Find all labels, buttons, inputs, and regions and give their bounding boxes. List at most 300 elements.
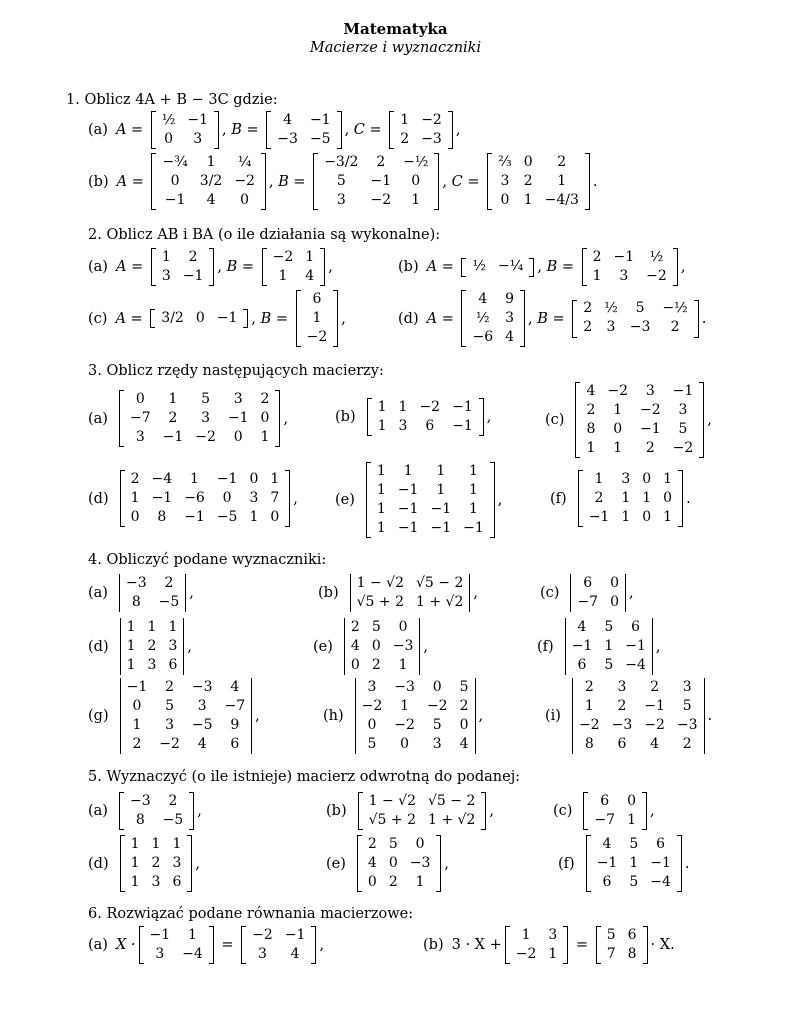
matrix-cell: 8	[157, 508, 167, 525]
matrix-cell: 2	[594, 489, 604, 506]
matrix-cell: −2	[644, 716, 665, 733]
matrix-row	[566, 618, 652, 637]
matrix-cell: 6	[425, 417, 435, 434]
matrix-cell: 2	[584, 678, 594, 695]
problem-3-heading: 3. Oblicz rzędy następujących macierzy:	[88, 363, 384, 379]
matrix-row	[363, 811, 482, 830]
item-label: (a)	[88, 937, 108, 953]
matrix-cell: 2	[165, 678, 175, 695]
matrix-cell: 2	[592, 248, 602, 265]
matrix-2d-A	[461, 290, 525, 347]
matrix-row	[156, 191, 260, 210]
matrix-3e	[366, 462, 495, 538]
matrix-row	[356, 716, 475, 735]
matrix-cell: −1	[640, 420, 661, 437]
matrix-cell: −1	[644, 697, 665, 714]
matrix-row	[583, 470, 678, 489]
matrix-cell: 1	[376, 519, 386, 536]
item-label: (h)	[323, 708, 344, 724]
matrix-cell: 3	[505, 309, 515, 326]
item-label: (c)	[88, 310, 108, 327]
item-label: (a)	[88, 585, 108, 601]
matrix-row	[125, 873, 188, 892]
matrix-cell: −5	[158, 593, 180, 610]
matrix-cell: 0	[400, 735, 410, 752]
matrix-right-bracket	[529, 258, 534, 277]
matrix-row	[121, 656, 184, 675]
matrix-cell: 1	[613, 439, 623, 456]
matrix-row	[356, 697, 475, 716]
item-label: (e)	[335, 492, 355, 508]
problem-6a: (a) X · −1 1 3 −4 = −2 −1 3 4 ,	[88, 926, 324, 964]
matrix-right-bracket	[694, 300, 699, 338]
matrix-cell: 5	[336, 172, 346, 189]
matrix-cell: 0	[222, 489, 232, 506]
matrix-cell: −5	[216, 508, 238, 525]
matrix-row	[363, 792, 482, 811]
matrix-row	[492, 191, 585, 210]
matrix-row	[271, 130, 336, 149]
matrix-cell: 2	[650, 678, 660, 695]
matrix-row	[301, 328, 334, 347]
matrix-row	[510, 945, 564, 964]
matrix-cell: −1	[284, 926, 306, 943]
matrix-row	[591, 835, 677, 854]
matrix-cell: 0	[170, 172, 180, 189]
matrix-cell: 3/2	[199, 172, 223, 189]
matrix-cell: 2	[367, 835, 377, 852]
matrix-cell: 3	[621, 470, 631, 487]
matrix-cell: −1	[182, 267, 204, 284]
matrix-row	[345, 618, 419, 637]
matrix-entries	[125, 470, 286, 527]
matrix-cell: 1	[376, 481, 386, 498]
matrix-cell: 2	[400, 130, 410, 147]
matrix-cell: 6	[312, 290, 322, 307]
matrix-row	[371, 481, 490, 500]
problem-1a: (a) A = ½ −1 0 3 , B = 4 −1 −3 −5 , C = 1 −2 2 −3 ,	[88, 111, 460, 149]
matrix-cell: 1	[130, 873, 140, 890]
matrix-cell: 0	[260, 409, 270, 426]
problem-4e: (e) 2 5 0 4 0 −3 0 2 1 ,	[313, 618, 428, 675]
item-label: (c)	[540, 585, 560, 601]
matrix-cell: 3	[161, 267, 171, 284]
problem-3c: (c) 4 −2 3 −1 2 1 −2 3 8 0 −1 5 1 1 2 −2 ,	[545, 382, 712, 458]
matrix-row	[466, 309, 520, 328]
matrix-row	[121, 735, 252, 754]
matrix-5d	[120, 835, 193, 892]
matrix-row	[246, 926, 311, 945]
matrix-cell: 0	[270, 508, 280, 525]
matrix-row	[267, 267, 321, 286]
matrix-cell: 5	[682, 697, 692, 714]
matrix-cell: −1	[370, 172, 392, 189]
matrix-entries	[372, 398, 479, 436]
matrix-cell: 2	[147, 637, 157, 654]
matrix-cell: −2	[426, 697, 448, 714]
matrix-cell: 0	[411, 172, 421, 189]
matrix-cell: 1	[130, 854, 140, 871]
item-label: (g)	[88, 708, 109, 724]
matrix-cell: 5	[604, 656, 614, 673]
item-label: (e)	[313, 638, 333, 655]
matrix-cell: 8	[131, 593, 141, 610]
matrix-cell: 1	[126, 637, 136, 654]
matrix-cell: 1	[521, 926, 531, 943]
matrix-cell: 4	[478, 290, 488, 307]
matrix-cell: 1	[415, 873, 425, 890]
matrix-cell: 1	[168, 618, 178, 635]
matrix-row	[587, 248, 673, 267]
determinant-right-bar	[625, 574, 626, 612]
problem-1-heading: 1. Oblicz 4A + B − 3C gdzie:	[66, 92, 278, 108]
matrix-entries	[125, 835, 188, 892]
matrix-cell: 1	[190, 470, 199, 487]
matrix-cell: −1	[430, 519, 452, 536]
matrix-cell: −5	[162, 811, 184, 828]
matrix-6b-left	[505, 926, 569, 964]
matrix-entries	[510, 926, 564, 964]
matrix-row	[372, 417, 479, 436]
matrix-2c-A	[150, 309, 248, 328]
matrix-right-bracket	[490, 462, 495, 538]
matrix-1b-B	[313, 153, 439, 210]
problem-2a: (a) A = 1 2 3 −1 , B = −2 1 1 4 ,	[88, 248, 333, 286]
matrix-cell: 1	[436, 481, 446, 498]
matrix-cell: −3	[129, 792, 151, 809]
matrix-entries	[371, 462, 490, 538]
matrix-2c-B	[296, 290, 339, 347]
matrix-cell: 1	[398, 398, 408, 415]
matrix-cell: −1	[149, 926, 171, 943]
matrix-row	[125, 835, 188, 854]
matrix-cell: −1	[162, 428, 184, 445]
matrix-row	[124, 428, 275, 447]
matrix-cell: 3	[367, 678, 377, 695]
matrix-right-bracket	[275, 390, 280, 447]
matrix-entries	[573, 678, 704, 754]
matrix-cell: 0	[642, 508, 652, 525]
matrix-row	[356, 678, 475, 697]
matrix-cell: 1	[548, 945, 558, 962]
matrix-6a-right	[241, 926, 316, 964]
determinant-4c	[570, 574, 626, 612]
problem-4i: (i) 2 3 2 3 1 2 −1 5 −2 −3 −2 −3 8 6 4 2 .	[545, 678, 712, 754]
matrix-cell: −2	[421, 111, 442, 128]
matrix-right-bracket	[448, 111, 453, 149]
matrix-cell: 1	[663, 470, 673, 487]
determinant-right-bar	[704, 678, 705, 754]
matrix-cell: −1	[588, 508, 610, 525]
matrix-row	[125, 470, 286, 489]
matrix-cell: −1	[452, 398, 473, 415]
matrix-cell: −3	[125, 574, 147, 591]
matrix-cell: 2	[188, 248, 198, 265]
matrix-entries	[124, 792, 189, 830]
matrix-cell: −4	[650, 873, 671, 890]
matrix-row	[144, 926, 209, 945]
matrix-cell: 3/2	[161, 309, 184, 326]
matrix-cell: −1	[613, 248, 635, 265]
matrix-right-bracket	[214, 111, 219, 149]
matrix-right-bracket	[261, 153, 266, 210]
matrix-cell: 1	[627, 811, 636, 828]
matrix-entries	[583, 470, 678, 527]
matrix-row	[318, 172, 434, 191]
matrix-row	[318, 153, 434, 172]
matrix-cell: −1	[430, 500, 452, 517]
matrix-entries	[156, 248, 210, 286]
matrix-cell: −2	[234, 172, 255, 189]
matrix-cell: −3	[191, 678, 213, 695]
determinant-4d	[120, 618, 185, 675]
problem-2-heading: 2. Oblicz AB i BA (o ile działania są wykonalne):	[88, 227, 441, 243]
matrix-cell: 1	[278, 267, 288, 284]
matrix-entries	[363, 792, 482, 830]
matrix-cell: −1	[625, 637, 646, 654]
matrix-cell: 1	[663, 508, 673, 525]
matrix-cell: 0	[610, 593, 619, 610]
matrix-cell: 7	[270, 489, 280, 506]
matrix-cell: 3	[249, 489, 259, 506]
item-label: (b)	[335, 409, 356, 425]
matrix-cell: −2	[640, 401, 661, 418]
matrix-row	[301, 309, 334, 328]
matrix-cell: 3	[165, 716, 175, 733]
matrix-5e	[357, 835, 441, 892]
matrix-row	[156, 248, 210, 267]
matrix-cell: 5	[388, 835, 398, 852]
matrix-right-bracket	[678, 470, 683, 527]
matrix-cell: 1	[604, 637, 614, 654]
matrix-entries	[156, 153, 260, 210]
matrix-row	[394, 111, 448, 130]
matrix-cell: −2	[370, 191, 392, 208]
item-label: (d)	[398, 310, 419, 327]
matrix-row	[124, 811, 189, 830]
matrix-cell: 1	[168, 390, 178, 407]
matrix-entries	[124, 390, 275, 447]
matrix-cell: 5	[678, 420, 688, 437]
problem-2c: (c) A = 3/2 0 −1 , B = 6 1 −2 ,	[88, 290, 346, 347]
matrix-cell: ¼	[237, 153, 252, 170]
matrix-cell: −7	[224, 697, 246, 714]
matrix-cell: 2	[557, 153, 567, 170]
matrix-entries	[155, 309, 243, 328]
matrix-1b-A	[151, 153, 265, 210]
matrix-row	[371, 500, 490, 519]
matrix-entries	[318, 153, 434, 210]
matrix-cell: 1	[377, 398, 387, 415]
matrix-row	[125, 508, 286, 527]
problem-5b: (b) 1 − √2 √5 − 2 √5 + 2 1 + √2 ,	[326, 792, 494, 830]
item-label: (a)	[88, 803, 108, 819]
matrix-row	[573, 735, 704, 754]
matrix-cell: 0	[135, 390, 145, 407]
matrix-cell: 1	[376, 462, 386, 479]
matrix-row	[351, 593, 470, 612]
matrix-row	[492, 172, 585, 191]
matrix-cell: 2	[168, 409, 178, 426]
determinant-right-bar	[652, 618, 653, 675]
matrix-cell: 1	[586, 439, 596, 456]
item-label: (a)	[88, 410, 108, 427]
matrix-cell: 1	[376, 500, 386, 517]
matrix-entries	[301, 290, 334, 347]
matrix-cell: 1 − √2	[356, 574, 404, 591]
matrix-cell: −5	[191, 716, 213, 733]
matrix-cell: 5	[606, 926, 616, 943]
matrix-5f	[586, 835, 682, 892]
matrix-row	[466, 290, 520, 309]
matrix-cell: 2	[350, 618, 360, 635]
matrix-cell: 4	[230, 678, 240, 695]
matrix-cell: −2	[159, 735, 180, 752]
matrix-row	[492, 153, 585, 172]
determinant-4f	[565, 618, 653, 675]
matrix-cell: 3	[151, 873, 161, 890]
matrix-cell: 3	[258, 945, 267, 962]
matrix-3d	[120, 470, 291, 527]
matrix-cell: 1	[400, 697, 410, 714]
matrix-cell: −1	[397, 481, 419, 498]
matrix-cell: 0	[233, 428, 243, 445]
matrix-cell: 6	[631, 618, 641, 635]
problem-4-heading: 4. Obliczyć podane wyznaczniki:	[88, 552, 327, 568]
item-label: (b)	[88, 173, 109, 190]
matrix-cell: 1	[621, 508, 631, 525]
matrix-cell: ½	[472, 258, 487, 275]
matrix-cell: 4	[459, 735, 469, 752]
matrix-cell: 1	[629, 854, 639, 871]
matrix-cell: 1	[468, 500, 478, 517]
matrix-cell: −1	[463, 519, 484, 536]
matrix-row	[155, 309, 243, 328]
matrix-row	[466, 328, 520, 347]
matrix-cell: 5	[432, 716, 442, 733]
problem-4c: (c) 6 0 −7 0 ,	[540, 574, 634, 612]
matrix-row	[601, 945, 643, 964]
matrix-cell: −¾	[162, 153, 188, 170]
matrix-row	[156, 130, 214, 149]
matrix-cell: −1	[227, 409, 249, 426]
item-label: (f)	[558, 855, 575, 872]
matrix-cell: −3	[392, 637, 414, 654]
matrix-row	[573, 678, 704, 697]
matrix-cell: 1	[130, 489, 140, 506]
matrix-row	[246, 945, 311, 964]
matrix-cell: 5	[635, 300, 645, 317]
matrix-row	[121, 618, 184, 637]
matrix-cell: 1	[260, 428, 270, 445]
matrix-right-bracket	[285, 470, 290, 527]
matrix-cell: 1	[151, 835, 161, 852]
matrix-cell: −3	[611, 716, 633, 733]
matrix-cell: 1	[403, 462, 413, 479]
matrix-cell: 2	[388, 873, 398, 890]
matrix-row	[588, 792, 642, 811]
matrix-cell: 0	[500, 191, 510, 208]
matrix-cell: 6	[583, 574, 593, 591]
matrix-right-bracket	[677, 835, 682, 892]
matrix-3c	[575, 382, 704, 458]
determinant-right-bar	[183, 618, 184, 675]
matrix-cell: −2	[646, 267, 667, 284]
matrix-entries	[466, 258, 529, 277]
matrix-cell: ½	[649, 248, 664, 265]
equation-lhs: 3 · X +	[451, 937, 502, 953]
matrix-cell: −1	[397, 500, 419, 517]
matrix-cell: −¼	[498, 258, 524, 275]
problem-3d: (d) 2 −4 1 −1 0 1 1 −1 −6 0 3 7 0 8 −1 −5 1 0 ,	[88, 470, 298, 527]
matrix-row	[573, 716, 704, 735]
matrix-cell: −4	[182, 945, 203, 962]
matrix-row	[125, 489, 286, 508]
matrix-right-bracket	[436, 835, 441, 892]
matrix-cell: 2	[645, 439, 655, 456]
matrix-cell: −1	[596, 854, 618, 871]
matrix-cell: −3	[409, 854, 431, 871]
matrix-cell: −2	[272, 248, 294, 265]
matrix-cell: 1	[249, 508, 259, 525]
matrix-cell: 4	[197, 735, 207, 752]
matrix-cell: 1	[161, 248, 171, 265]
matrix-cell: 0	[663, 489, 673, 506]
matrix-cell: −1	[151, 489, 173, 506]
matrix-cell: ½	[161, 111, 176, 128]
determinant-4b	[350, 574, 471, 612]
matrix-cell: 0	[459, 716, 469, 733]
matrix-cell: 5	[367, 735, 377, 752]
matrix-cell: −1	[216, 309, 238, 326]
matrix-cell: 2	[459, 697, 469, 714]
matrix-row	[362, 873, 436, 892]
matrix-cell: 4	[367, 854, 377, 871]
matrix-cell: 2	[682, 735, 692, 752]
matrix-cell: 1	[523, 191, 533, 208]
matrix-row	[591, 854, 677, 873]
matrix-right-bracket	[209, 248, 214, 286]
matrix-row	[566, 656, 652, 675]
problem-3e: (e) 1 1 1 1 1 −1 1 1 1 −1 −1 1 1 −1 −1 −1 ,	[335, 462, 502, 538]
matrix-right-bracket	[434, 153, 439, 210]
matrix-2a-A	[151, 248, 215, 286]
matrix-cell: −1	[571, 637, 593, 654]
matrix-2a-B	[262, 248, 326, 286]
matrix-row	[573, 697, 704, 716]
matrix-entries	[120, 574, 185, 612]
problem-6b: (b) 3 · X + 1 3 −2 1 = 5 6 7 8 · X.	[423, 926, 675, 964]
matrix-row	[372, 398, 479, 417]
matrix-3f	[578, 470, 683, 527]
matrix-right-bracket	[520, 290, 525, 347]
matrix-6a-left	[139, 926, 214, 964]
matrix-cell: −6	[184, 489, 205, 506]
matrix-cell: 5	[459, 678, 469, 695]
matrix-row	[301, 290, 334, 309]
matrix-cell: 1	[621, 489, 631, 506]
matrix-row	[318, 191, 434, 210]
matrix-cell: 3	[678, 401, 688, 418]
matrix-entries	[345, 618, 419, 675]
matrix-row	[571, 593, 625, 612]
matrix-cell: −3	[421, 130, 442, 147]
matrix-cell: −2	[515, 945, 537, 962]
item-label: (b)	[318, 585, 339, 601]
matrix-cell: 5	[165, 697, 175, 714]
matrix-cell: 0	[164, 130, 174, 147]
matrix-row	[583, 508, 678, 527]
